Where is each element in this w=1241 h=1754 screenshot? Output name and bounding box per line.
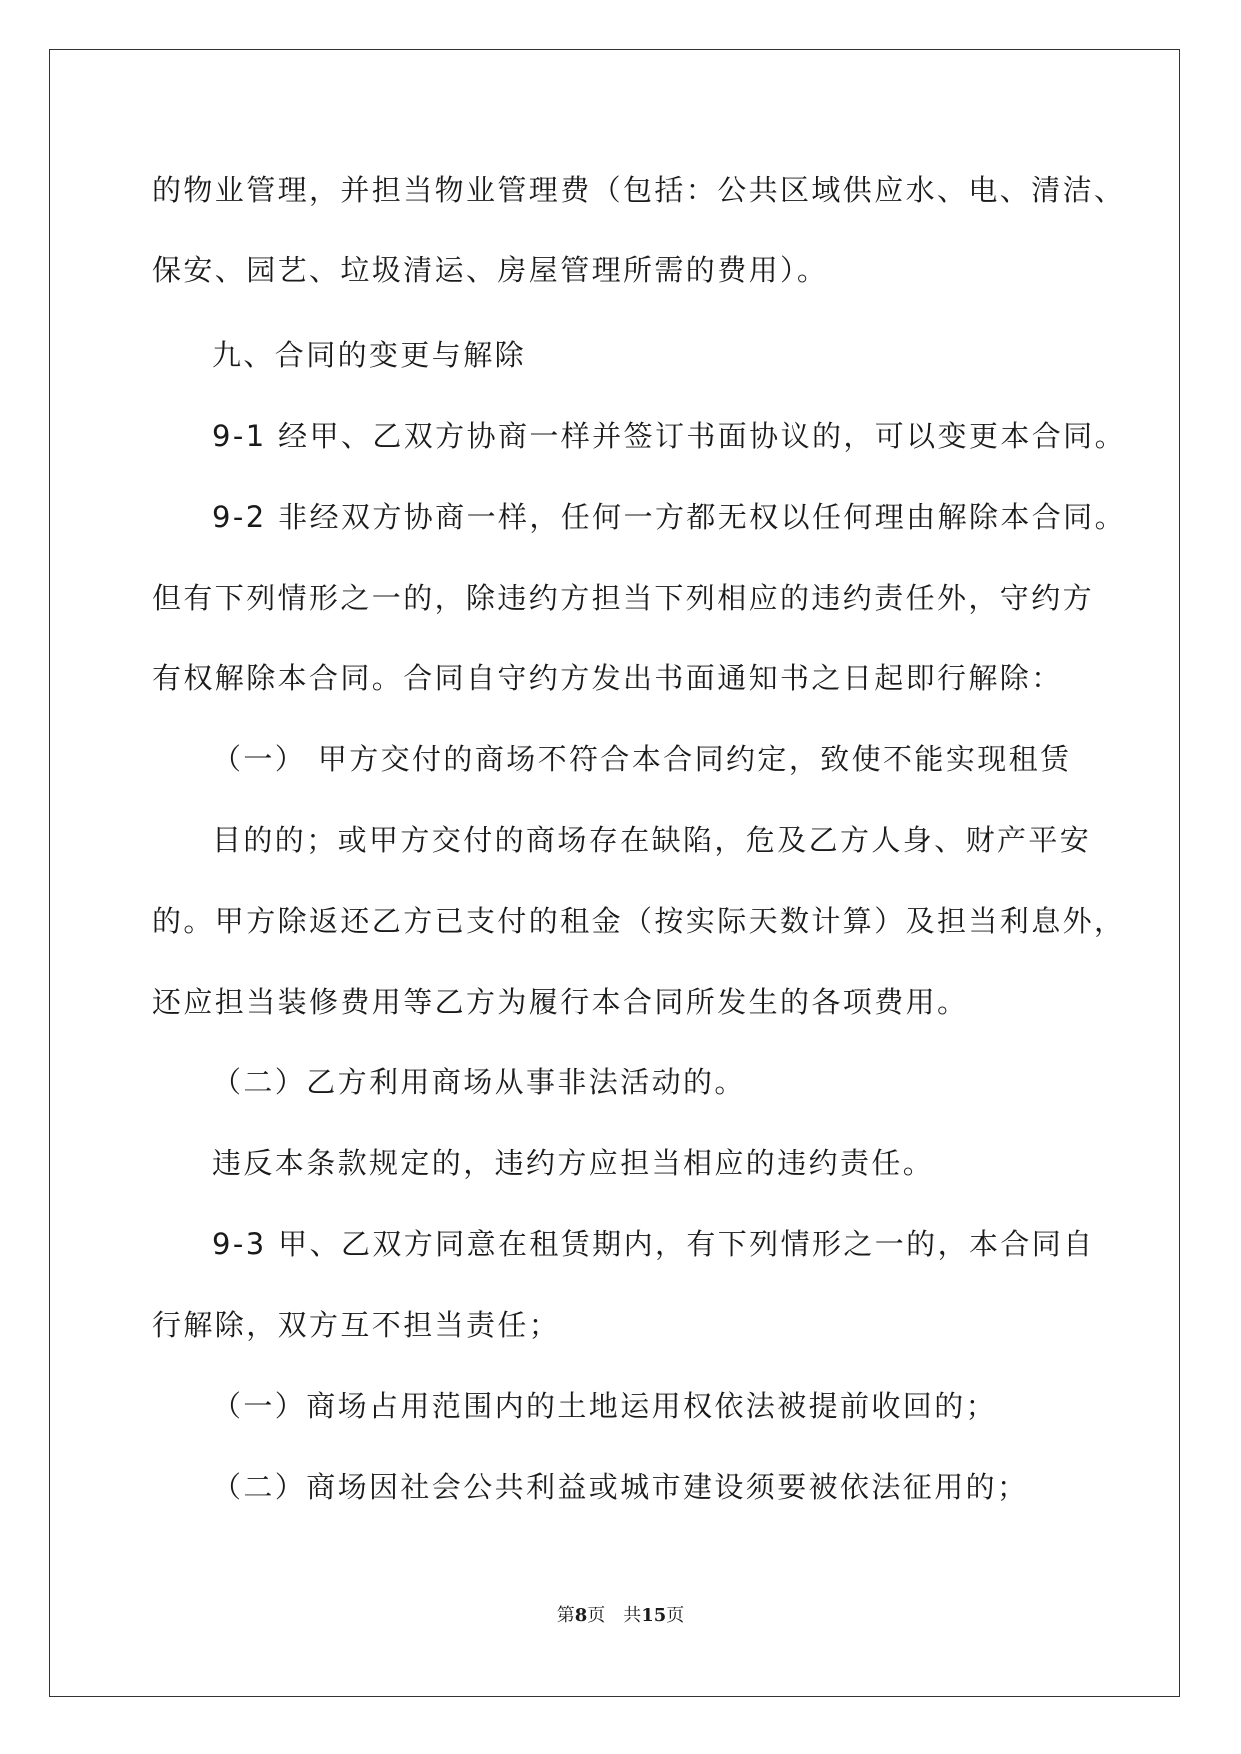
item-1-line-2: 目的的；或甲方交付的商场存在缺陷，危及乙方人身、财产平安 xyxy=(212,823,1092,857)
section-heading: 九、合同的变更与解除 xyxy=(212,338,527,372)
text-line-6: 但有下列情形之一的，除违约方担当下列相应的违约责任外，守约方 xyxy=(152,581,1095,615)
page-footer xyxy=(0,1604,1241,1628)
page-number: 8 xyxy=(574,1605,588,1626)
item-3-1: （一）商场占用范围内的土地运用权依法被提前收回的； xyxy=(212,1389,998,1423)
text-line-11: 还应担当装修费用等乙方为履行本合同所发生的各项费用。 xyxy=(152,985,969,1019)
text-line-15: 行解除，双方互不担当责任； xyxy=(152,1308,561,1342)
total-pages: 15 xyxy=(641,1605,667,1626)
total-suffix: 页 xyxy=(666,1605,685,1626)
total-prefix: 共 xyxy=(623,1605,642,1626)
text-line-2: 保安、园艺、垃圾清运、房屋管理所需的费用）。 xyxy=(152,253,829,287)
clause-9-3: 9-3 甲、乙双方同意在租赁期内，有下列情形之一的，本合同自 xyxy=(212,1227,1095,1261)
page-prefix: 第 xyxy=(556,1605,575,1626)
item-1-line-1: （一） 甲方交付的商场不符合本合同约定，致使不能实现租赁 xyxy=(212,742,1072,776)
page-border xyxy=(49,49,1180,1697)
text-line-10: 的。甲方除返还乙方已支付的租金（按实际天数计算）及担当利息外， xyxy=(152,904,1126,938)
page-suffix: 页 xyxy=(587,1605,606,1626)
clause-9-2: 9-2 非经双方协商一样，任何一方都无权以任何理由解除本合同。 xyxy=(212,500,1126,534)
text-line-1: 的物业管理，并担当物业管理费（包括：公共区域供应水、电、清洁、 xyxy=(152,173,1126,207)
text-line-13: 违反本条款规定的，违约方应担当相应的违约责任。 xyxy=(212,1146,935,1180)
item-2: （二）乙方利用商场从事非法活动的。 xyxy=(212,1065,746,1099)
text-line-7: 有权解除本合同。合同自守约方发出书面通知书之日起即行解除： xyxy=(152,661,1063,695)
item-3-2: （二）商场因社会公共利益或城市建设须要被依法征用的； xyxy=(212,1470,1029,1504)
clause-9-1: 9-1 经甲、乙双方协商一样并签订书面协议的，可以变更本合同。 xyxy=(212,419,1126,453)
